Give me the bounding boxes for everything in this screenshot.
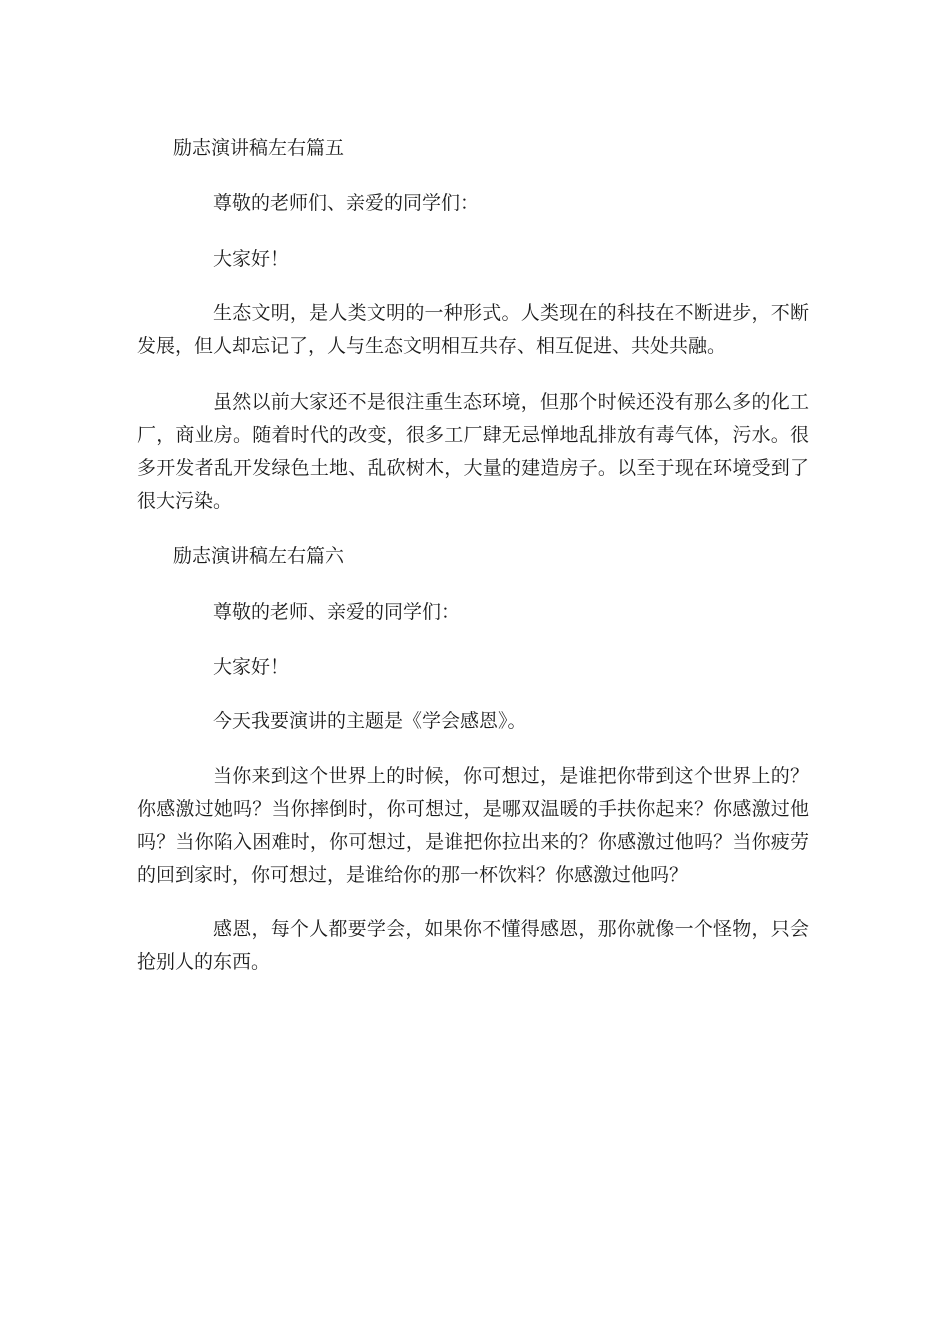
body-paragraph: 虽然以前大家还不是很注重生态环境，但那个时候还没有那么多的化工厂，商业房。随着时代的改变，很多工厂肆无忌惮地乱排放有毒气体，污水。很多开发者乱开发绿色土地、乱砍树木，大量的建造房子。以至于现在环境受到了很大污染。 — [137, 391, 809, 512]
body-paragraph: 生态文明，是人类文明的一种形式。人类现在的科技在不断进步，不断发展，但人却忘记了，人与生态文明相互共存、相互促进、共处共融。 — [137, 302, 809, 357]
body-paragraph: 感恩，每个人都要学会，如果你不懂得感恩，那你就像一个怪物，只会抢别人的东西。 — [137, 918, 809, 973]
section-title-5: 励志演讲稿左右篇五 — [173, 137, 345, 159]
salutation: 尊敬的老师、亲爱的同学们： — [213, 601, 461, 623]
body-paragraph: 当你来到这个世界上的时候，你可想过，是谁把你带到这个世界上的？你感激过她吗？当你摔倒时，你可想过，是哪双温暖的手扶你起来？你感激过他吗？当你陷入困难时，你可想过，是谁把你拉出来的？你感激过他吗？当你疲劳的回到家时，你可想过，是谁给你的那一杯饮料？你感激过他吗？ — [137, 765, 809, 886]
greeting: 大家好！ — [213, 656, 290, 678]
section-title-6: 励志演讲稿左右篇六 — [173, 545, 345, 567]
speech-topic: 今天我要演讲的主题是《学会感恩》。 — [213, 710, 527, 732]
greeting: 大家好！ — [213, 248, 290, 270]
salutation: 尊敬的老师们、亲爱的同学们： — [213, 192, 480, 214]
